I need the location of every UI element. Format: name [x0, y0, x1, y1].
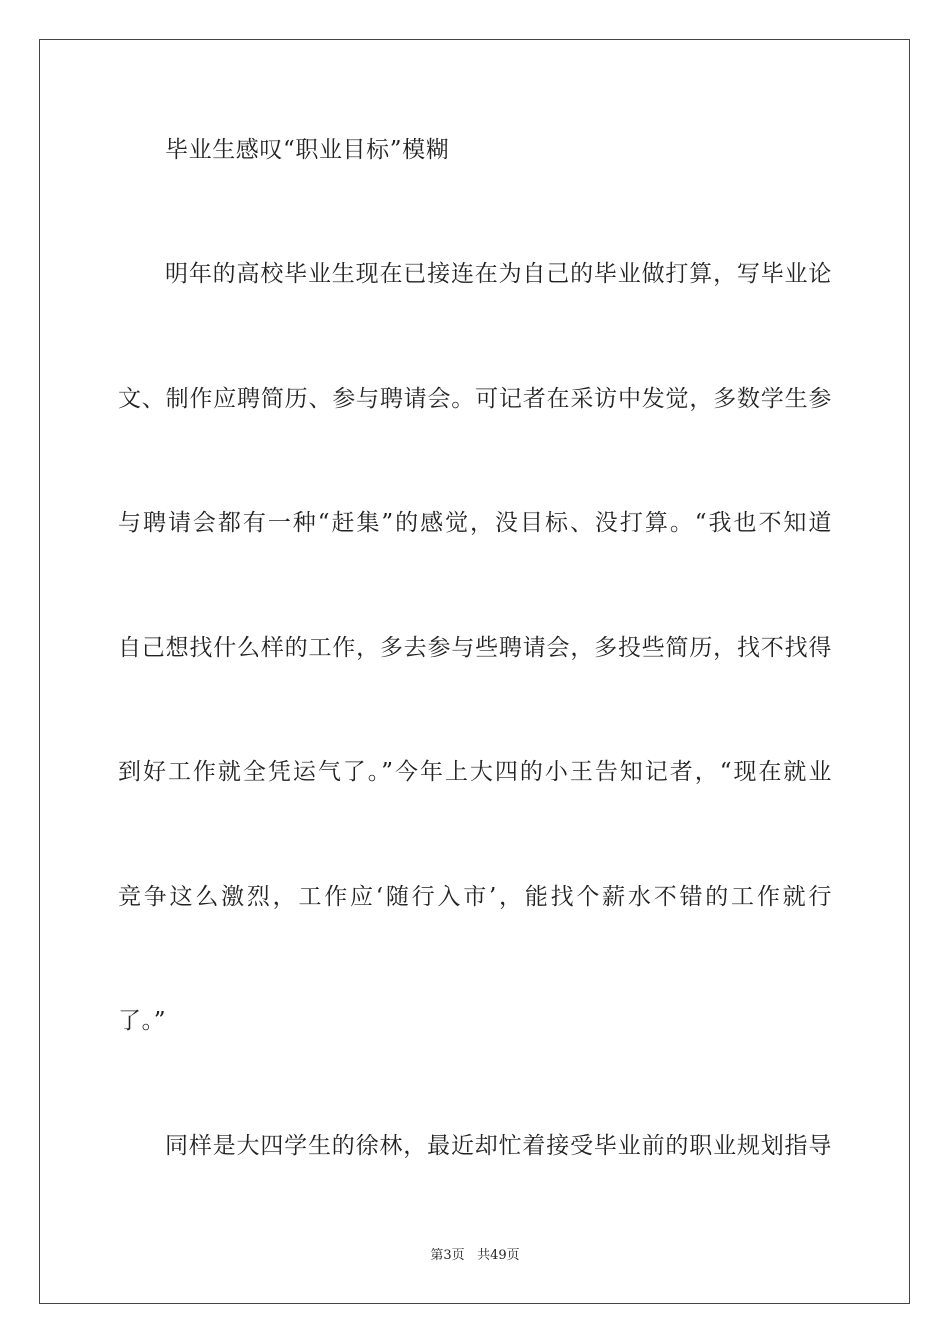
page-border	[39, 39, 910, 1304]
paragraph-line: 竞争这么激烈，工作应‘随行入市’，能找个薪水不错的工作就行	[118, 884, 832, 910]
paragraph-line: 明年的高校毕业生现在已接连在为自己的毕业做打算，写毕业论	[165, 261, 832, 287]
paragraph-line: 与聘请会都有一种“赶集”的感觉，没目标、没打算。“我也不知道	[118, 510, 832, 536]
paragraph-line: 到好工作就全凭运气了。”今年上大四的小王告知记者，“现在就业	[118, 759, 832, 785]
paragraph-line: 自己想找什么样的工作，多去参与些聘请会，多投些简历，找不找得	[118, 635, 832, 661]
paragraph-line: 同样是大四学生的徐林，最近却忙着接受毕业前的职业规划指导	[165, 1133, 832, 1159]
document-heading: 毕业生感叹“职业目标”模糊	[165, 137, 450, 163]
page-number: 第3页	[430, 1248, 465, 1263]
page-footer	[0, 1247, 950, 1265]
paragraph-line: 文、制作应聘简历、参与聘请会。可记者在采访中发觉，多数学生参	[118, 386, 832, 412]
page-total: 共49页	[477, 1248, 520, 1263]
paragraph-line: 了。”	[118, 1008, 167, 1034]
